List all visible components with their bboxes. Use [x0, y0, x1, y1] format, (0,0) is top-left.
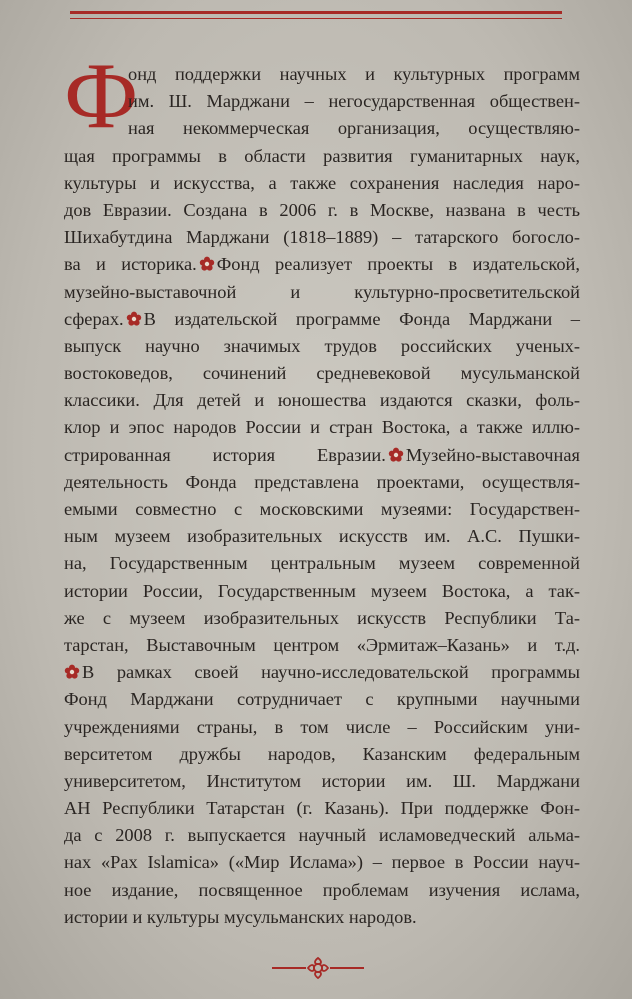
floral-ornament-icon [268, 955, 368, 981]
text-segment: В рамках своей научно-исследовательской программы [82, 662, 580, 683]
text-segment: В издательской программе Фонда Марджани – [143, 308, 580, 329]
text-line: клор и эпос народов России и стран Востока, а также иллю- [64, 417, 580, 438]
text-line: тарстан, Выставочным центром «Эрмитаж–Казань» и т.д. [64, 634, 580, 655]
text-line: дов Евразии. Создана в 2006 г. в Москве, названа в честь [64, 199, 580, 220]
body-text [64, 61, 580, 931]
text-segment: ва и историка. [64, 254, 197, 275]
text-segment: Фонд реализует проекты в издательской, [216, 254, 580, 275]
text-line: онд поддержки научных и культурных программ [128, 64, 580, 84]
flower-icon [126, 311, 142, 327]
top-decorative-rule [70, 11, 562, 19]
text-line: классики. Для детей и юношества издаются сказки, фоль- [64, 390, 580, 411]
text-line: им. Ш. Марджани – негосударственная обществен- [128, 91, 580, 112]
text-line: же с музеем изобразительных искусств Республики Та- [64, 607, 580, 628]
text-line: на, Государственным центральным музеем современной [64, 553, 580, 574]
text-line: щая программы в области развития гуманитарных наук, [64, 145, 580, 166]
flower-icon [199, 256, 215, 272]
text-line: ная некоммерческая организация, осуществляю- [128, 118, 580, 139]
text-line: АН Республики Татарстан (г. Казань). При поддержке Фон- [64, 798, 580, 819]
text-segment: сферах. [64, 308, 124, 329]
text-line [64, 306, 580, 333]
text-line: да с 2008 г. выпускается научный исламоведческий альма- [64, 825, 580, 846]
text-line: деятельность Фонда представлена проектами, осуществля- [64, 471, 580, 492]
text-line: учреждениями страны, в том числе – Российским уни- [64, 716, 580, 737]
text-line: ным музеем изобразительных искусств им. А.С. Пушки- [64, 526, 580, 547]
flower-icon [64, 664, 80, 680]
text-line: востоковедов, сочинений средневековой мусульманской [64, 363, 580, 384]
text-line: ное издание, посвященное проблемам изучения ислама, [64, 879, 580, 900]
text-line: истории и культуры мусульманских народов. [64, 906, 417, 927]
text-line [64, 442, 580, 469]
drop-cap: Ф [64, 44, 139, 148]
flower-icon [388, 447, 404, 463]
text-line [64, 251, 580, 278]
text-line: емыми совместно с московскими музеями: Государствен- [64, 499, 580, 519]
text-line: верситетом дружбы народов, Казанским федеральным [64, 743, 580, 764]
text-line: выпуск научно значимых трудов российских ученых- [64, 335, 580, 356]
text-segment: Музейно-выставочная [405, 444, 580, 465]
text-line [64, 659, 580, 686]
text-line: университетом, Институтом истории им. Ш. Марджани [64, 770, 580, 791]
text-line: Шихабутдина Марджани (1818–1889) – татарского богосло- [64, 227, 580, 248]
text-line: истории России, Государственным музеем Востока, а так- [64, 580, 580, 601]
text-line: культуры и искусства, а также сохранения наследия наро- [64, 172, 580, 193]
text-line: нах «Pax Islamica» («Мир Ислама») – первое в России науч- [64, 852, 580, 873]
text-line: Фонд Марджани сотрудничает с крупными научными [64, 689, 580, 710]
text-line: музейно-выставочной и культурно-просветительской [64, 281, 580, 302]
text-segment: стрированная история Евразии. [64, 444, 386, 465]
